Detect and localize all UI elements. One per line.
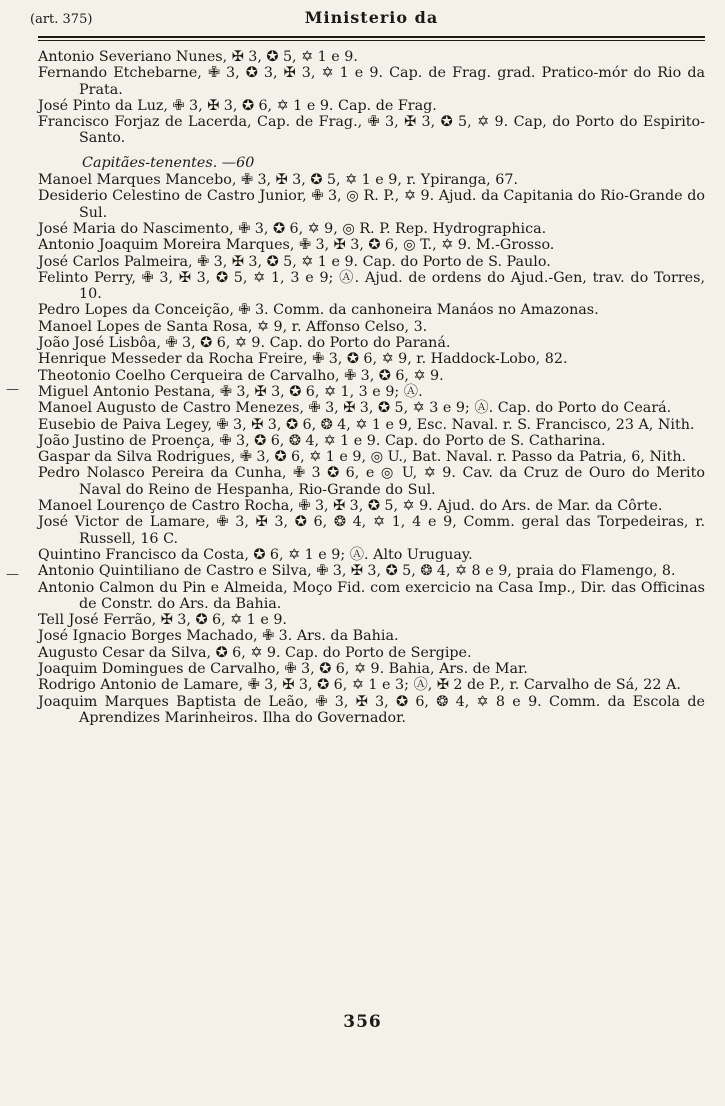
list-item: Rodrigo Antonio de Lamare, ✙ 3, ✠ 3, ✪ 6, ✡ 1 e 3; Ⓐ, ✠ 2 de P., r. Carvalho de Sá, 22 A. <box>38 677 681 694</box>
list-item: José Victor de Lamare, ✙ 3, ✠ 3, ✪ 6, ❂ 4, ✡ 1, 4 e 9, Comm. geral das Torpedeiras, r. Russell, 16 C. <box>38 514 705 547</box>
page-number: 356 <box>343 1012 382 1032</box>
section-heading: Capitães-tenentes. —60 <box>82 154 255 171</box>
list-item: Joaquim Domingues de Carvalho, ✙ 3, ✪ 6, ✡ 9. Bahia, Ars. de Mar. <box>38 660 528 677</box>
list-item: José Pinto da Luz, ✙ 3, ✠ 3, ✪ 6, ✡ 1 e 9. Cap. de Frag. <box>38 97 437 114</box>
list-item: Antonio Calmon du Pin e Almeida, Moço Fid. com exercicio na Casa Imp., Dir. das Officinas de Constr. do Ars. da Bahia. <box>38 579 705 612</box>
list-item: Manoel Marques Mancebo, ✙ 3, ✠ 3, ✪ 5, ✡ 1 e 9, r. Ypiranga, 67. <box>38 172 519 189</box>
margin-mark: — <box>6 382 19 397</box>
list-item: Manoel Lourenço de Castro Rocha, ✙ 3, ✠ 3, ✪ 5, ✡ 9. Ajud. do Ars. de Mar. da Côrte. <box>38 498 663 515</box>
list-item: Gaspar da Silva Rodrigues, ✙ 3, ✪ 6, ✡ 1 e 9, ◎ U., Bat. Naval. r. Passo da Patria, 6, Nith. <box>38 449 687 466</box>
list-item: José Maria do Nascimento, ✙ 3, ✪ 6, ✡ 9, ◎ R. P. Rep. Hydrographica. <box>38 220 547 237</box>
list-item: José Carlos Palmeira, ✙ 3, ✠ 3, ✪ 5, ✡ 1 e 9. Cap. do Porto de S. Paulo. <box>38 253 551 270</box>
list-item: Antonio Joaquim Moreira Marques, ✙ 3, ✠ 3, ✪ 6, ◎ T., ✡ 9. M.-Grosso. <box>38 237 555 254</box>
list-item: Antonio Quintiliano de Castro e Silva, ✙ 3, ✠ 3, ✪ 5, ❂ 4, ✡ 8 e 9, praia do Flamengo, 8. <box>38 563 676 580</box>
entries-list <box>38 49 705 726</box>
list-item: Manoel Lopes de Santa Rosa, ✡ 9, r. Affonso Celso, 3. <box>38 318 428 335</box>
running-title: Ministerio da <box>304 8 439 27</box>
list-item: Pedro Lopes da Conceição, ✙ 3. Comm. da canhoneira Manáos no Amazonas. <box>38 302 599 319</box>
list-item: Fernando Etchebarne, ✙ 3, ✪ 3, ✠ 3, ✡ 1 e 9. Cap. de Frag. grad. Pratico-mór do Rio da Prata. <box>38 65 705 98</box>
list-item: Quintino Francisco da Costa, ✪ 6, ✡ 1 e 9; Ⓐ. Alto Uruguay. <box>38 546 473 563</box>
list-item: Pedro Nolasco Pereira da Cunha, ✙ 3 ✪ 6, e ◎ U, ✡ 9. Cav. da Cruz de Ouro do Merito Naval do Reino de Hespanha, Rio-Grande do Sul. <box>38 465 705 498</box>
running-head <box>30 6 705 28</box>
list-item: Theotonio Coelho Cerqueira de Carvalho, ✙ 3, ✪ 6, ✡ 9. <box>38 367 444 384</box>
list-item: Francisco Forjaz de Lacerda, Cap. de Frag., ✙ 3, ✠ 3, ✪ 5, ✡ 9. Cap, do Porto do Espirito-Santo. <box>38 114 705 147</box>
list-item: Tell José Ferrão, ✠ 3, ✪ 6, ✡ 1 e 9. <box>38 612 287 629</box>
list-item: Miguel Antonio Pestana, ✙ 3, ✠ 3, ✪ 6, ✡ 1, 3 e 9; Ⓐ. <box>38 383 423 400</box>
list-item: Antonio Severiano Nunes, ✠ 3, ✪ 5, ✡ 1 e 9. <box>38 49 358 65</box>
list-item: João José Lisbôa, ✙ 3, ✪ 6, ✡ 9. Cap. do Porto do Paraná. <box>38 335 451 352</box>
list-item: José Ignacio Borges Machado, ✙ 3. Ars. da Bahia. <box>38 628 399 645</box>
header-rule-thin <box>38 40 705 41</box>
list-item: Henrique Messeder da Rocha Freire, ✙ 3, ✪ 6, ✡ 9, r. Haddock-Lobo, 82. <box>38 351 568 368</box>
margin-mark: — <box>6 567 19 582</box>
list-item: Eusebio de Paiva Legey, ✙ 3, ✠ 3, ✪ 6, ❂ 4, ✡ 1 e 9, Esc. Naval. r. S. Francisco, 23 A, Nith. <box>38 416 695 433</box>
header-rule <box>38 36 705 38</box>
article-reference: (art. 375) <box>30 12 93 27</box>
list-item: Joaquim Marques Baptista de Leão, ✙ 3, ✠ 3, ✪ 6, ❂ 4, ✡ 8 e 9. Comm. da Escola de Aprendizes Marinheiros. Ilha do Governador. <box>38 693 705 726</box>
list-item: Manoel Augusto de Castro Menezes, ✙ 3, ✠ 3, ✪ 5, ✡ 3 e 9; Ⓐ. Cap. do Porto do Ceará. <box>38 400 672 417</box>
list-item: Desiderio Celestino de Castro Junior, ✙ 3, ◎ R. P., ✡ 9. Ajud. da Capitania do Rio-Grande do Sul. <box>38 188 705 221</box>
list-item: Felinto Perry, ✙ 3, ✠ 3, ✪ 5, ✡ 1, 3 e 9; Ⓐ. Ajud. de ordens do Ajud.-Gen, trav. do Torres, 10. <box>38 269 705 303</box>
list-item: João Justino de Proença, ✙ 3, ✪ 6, ❂ 4, ✡ 1 e 9. Cap. do Porto de S. Catharina. <box>38 432 606 449</box>
list-item: Augusto Cesar da Silva, ✪ 6, ✡ 9. Cap. do Porto de Sergipe. <box>38 644 472 661</box>
